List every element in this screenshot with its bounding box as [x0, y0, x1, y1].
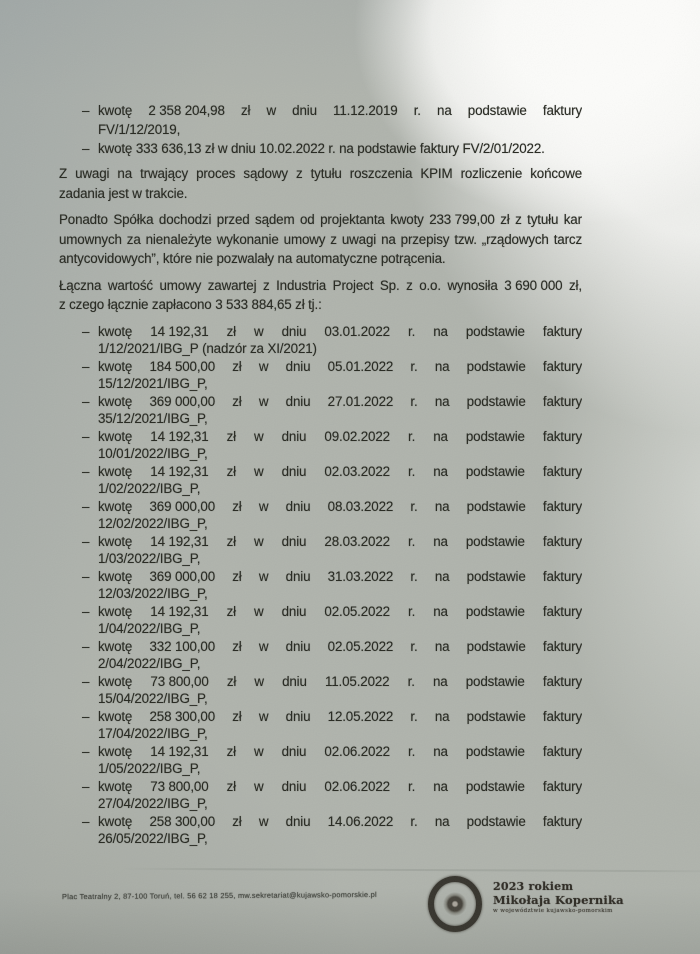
intro-payment-item [82, 101, 582, 139]
text-line: kwotę 369 000,00 zł w dniu 08.03.2022 r. na podstawie faktury [98, 498, 582, 514]
text-line: kwotę 258 300,00 zł w dniu 12.05.2022 r. na podstawie faktury [98, 708, 582, 724]
dash-icon: – [82, 103, 90, 118]
text-line: 17/04/2022/IBG_P, [98, 726, 208, 741]
text-line: FV/1/12/2019, [98, 122, 181, 137]
text-line: 1/04/2022/IBG_P, [98, 621, 201, 636]
text-line: kwotę 14 192,31 zł w dniu 28.03.2022 r. na podstawie faktury [98, 533, 582, 549]
text-line: 35/12/2021/IBG_P, [98, 411, 208, 426]
text-line: kwotę 14 192,31 zł w dniu 02.06.2022 r. na podstawie faktury [98, 743, 582, 759]
payment-item [82, 603, 582, 638]
dash-icon: – [82, 813, 90, 829]
text-line: 15/04/2022/IBG_P, [98, 691, 208, 706]
paragraph [59, 210, 582, 269]
dash-icon: – [82, 358, 90, 374]
text-line: kwotę 333 636,13 zł w dniu 10.02.2022 r. na podstawie faktury FV/2/01/2022. [98, 141, 545, 156]
text-line: 1/02/2022/IBG_P, [98, 481, 201, 496]
text-line: 1/03/2022/IBG_P, [98, 551, 201, 566]
payment-item [82, 358, 582, 393]
dash-icon: – [82, 743, 90, 759]
dash-icon: – [82, 603, 90, 619]
text-line: kwotę 369 000,00 zł w dniu 27.01.2022 r. na podstawie faktury [98, 393, 582, 409]
payment-item [82, 533, 582, 568]
text-line: 26/05/2022/IBG_P, [98, 831, 208, 846]
text-line: 27/04/2022/IBG_P, [98, 796, 208, 811]
dash-icon: – [82, 393, 90, 409]
dash-icon: – [82, 778, 90, 794]
payment-item [82, 568, 582, 603]
logo-subtitle-text: w województwie kujawsko-pomorskim [493, 908, 613, 914]
text-line: 1/12/2021/IBG_P (nadzór za XI/2021) [98, 341, 317, 356]
text-line: antycovidowych”, które nie pozwalały na automatyczne potrącenia. [59, 251, 446, 266]
text-line: kwotę 258 300,00 zł w dniu 14.06.2022 r. na podstawie faktury [98, 813, 582, 829]
dash-icon: – [82, 463, 90, 479]
text-line: kwotę 73 800,00 zł w dniu 11.05.2022 r. na podstawie faktury [98, 673, 582, 689]
text-line: kwotę 2 358 204,98 zł w dniu 11.12.2019 r. na podstawie faktury [98, 103, 582, 118]
logo-text [493, 880, 624, 915]
paragraph [59, 164, 582, 203]
text-line: 10/01/2022/IBG_P, [98, 446, 208, 461]
dash-icon: – [82, 708, 90, 724]
text-line: Z uwagi na trwający proces sądowy z tytułu roszczenia KPIM rozliczenie końcowe [59, 166, 582, 181]
text-line: kwotę 332 100,00 zł w dniu 02.05.2022 r. na podstawie faktury [98, 638, 582, 654]
paper-crease [120, 868, 700, 872]
dash-icon: – [82, 428, 90, 444]
document-content [59, 101, 582, 848]
text-line: kwotę 14 192,31 zł w dniu 02.05.2022 r. na podstawie faktury [98, 603, 582, 619]
payment-item [82, 638, 582, 673]
payment-item [82, 813, 582, 848]
text-line: kwotę 14 192,31 zł w dniu 09.02.2022 r. na podstawie faktury [98, 428, 582, 444]
dash-icon: – [82, 533, 90, 549]
logo-ring-icon [428, 876, 482, 932]
text-line: zadania jest w trakcie. [59, 185, 188, 201]
intro-payment-list [82, 101, 582, 158]
text-line: Ponadto Spółka dochodzi przed sądem od projektanta kwoty 233 799,00 zł z tytułu kar [59, 212, 582, 227]
payment-item [82, 428, 582, 463]
payment-item [82, 743, 582, 778]
dash-icon: – [82, 673, 90, 689]
text-line: 2/04/2022/IBG_P, [98, 656, 201, 671]
footer-address: Plac Teatralny 2, 87-100 Toruń, tel. 56 62 18 255, mw.sekretariat@kujawsko-pomorskie.pl [61, 889, 377, 902]
payment-item [82, 708, 582, 743]
payment-item [82, 673, 582, 708]
logo-year-text: 2023 rokiem [493, 880, 574, 893]
dash-icon: – [82, 498, 90, 514]
payment-item [82, 463, 582, 498]
text-line: kwotę 14 192,31 zł w dniu 02.03.2022 r. na podstawie faktury [98, 463, 582, 479]
payment-item [82, 498, 582, 533]
logo-name-text: Mikołaja Kopernika [493, 893, 624, 907]
text-line: Łączna wartość umowy zawartej z Industria Project Sp. z o.o. wynosiła 3 690 000 zł, [59, 277, 582, 293]
text-line: kwotę 73 800,00 zł w dniu 02.06.2022 r. na podstawie faktury [98, 778, 582, 794]
dash-icon: – [82, 141, 90, 156]
text-line: 12/02/2022/IBG_P, [98, 516, 208, 531]
text-line: z czego łącznie zapłacono 3 533 884,65 zł tj.: [59, 297, 322, 312]
copernicus-2023-logo [428, 876, 624, 932]
paragraph [59, 276, 582, 315]
paragraphs [59, 164, 582, 315]
text-line: kwotę 14 192,31 zł w dniu 03.01.2022 r. na podstawie faktury [98, 323, 582, 339]
logo-sun-icon [443, 892, 467, 916]
intro-payment-item [82, 139, 582, 158]
text-line: 1/05/2022/IBG_P, [98, 761, 201, 776]
payment-item [82, 778, 582, 813]
text-line: 15/12/2021/IBG_P, [98, 376, 208, 391]
payment-item [82, 393, 582, 428]
text-line: 12/03/2022/IBG_P, [98, 586, 208, 601]
dash-icon: – [82, 568, 90, 584]
dash-icon: – [82, 638, 90, 654]
text-line: kwotę 184 500,00 zł w dniu 05.01.2022 r. na podstawie faktury [98, 358, 582, 374]
payment-list [82, 323, 582, 848]
dash-icon: – [82, 323, 90, 339]
text-line: umownych za nienależyte wykonanie umowy z uwagi na przepisy tzw. „rządowych tarcz [59, 231, 582, 247]
payment-item [82, 323, 582, 358]
text-line: kwotę 369 000,00 zł w dniu 31.03.2022 r. na podstawie faktury [98, 568, 582, 584]
